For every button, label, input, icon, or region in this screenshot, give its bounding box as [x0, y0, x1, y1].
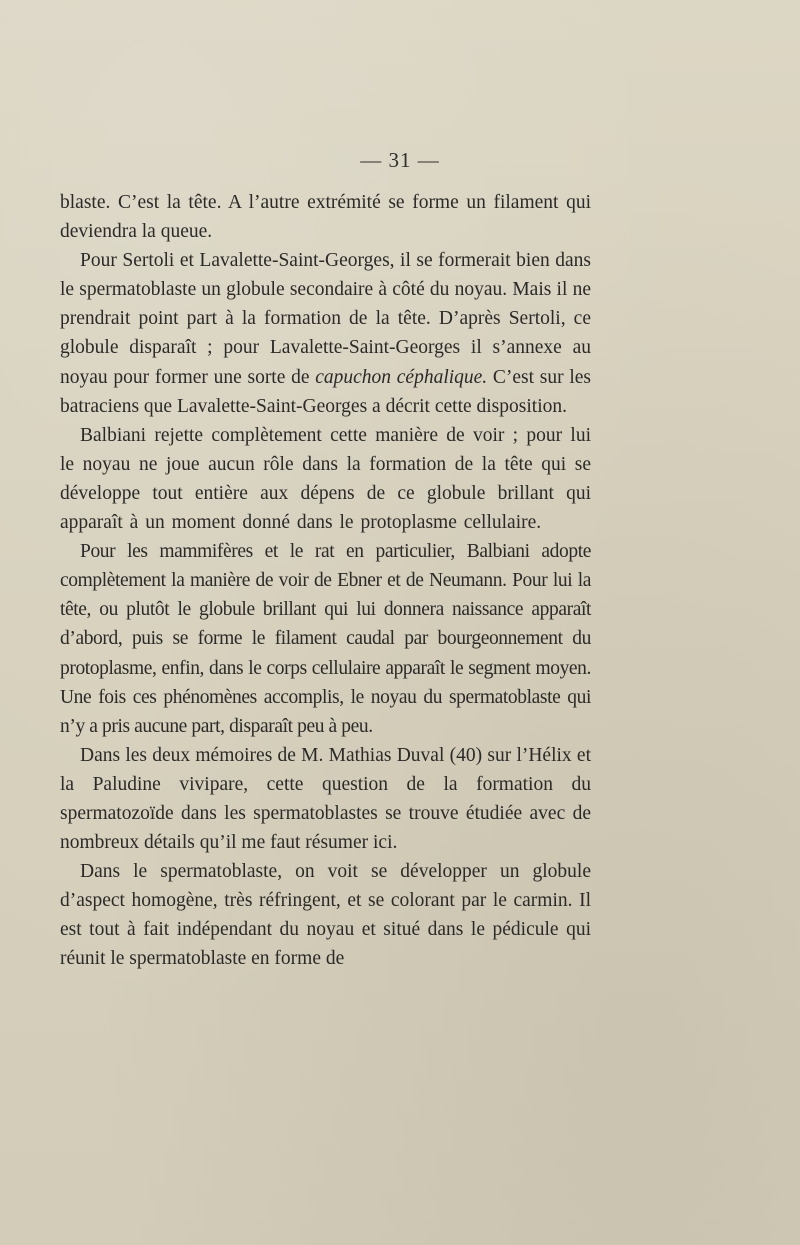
paragraph-duval: Dans les deux mémoires de M. Mathias Duval (40) sur l’Hélix et la Paludine vivipare, cette question de la formation du spermatozoïde dans les spermatoblastes se trouve étudiée avec de nombreux détails qu’il me faut résumer ici.	[60, 744, 591, 854]
page-number: — 31 —	[360, 148, 440, 172]
paragraph-mammiferes: Pour les mammifères et le rat en particulier, Balbiani adopte complètement la manière de voir de Ebner et de Neumann. Pour lui la tête, ou plutôt le globule brillant qui lui donnera naissance apparaît d’abord, puis se forme le filament caudal par bourgeonnement du protoplasme, enfin, dans le corps cellulaire apparaît le segment moyen. Une fois ces phénomènes accomplis, le noyau du spermatoblaste qui n’y a pris aucune part, disparaît peu à peu.	[60, 541, 591, 737]
paragraph-balbiani: Balbiani rejette complètement cette manière de voir ; pour lui le noyau ne joue aucun rôle dans la formation de la tête qui se développe tout entière aux dépens de ce globule brillant qui apparaît à un moment donné dans le protoplasme cellulaire.	[60, 424, 591, 534]
paragraph-continuation: blaste. C’est la tête. A l’autre extrémité se forme un filament qui deviendra la queue.	[60, 192, 591, 243]
paragraph-globule: Dans le spermatoblaste, on voit se développer un globule d’aspect homogène, très réfringent, et se colorant par le carmin. Il est tout à fait indépendant du noyau et situé dans le pédicule qui réunit le spermatoblaste en forme de	[60, 861, 591, 970]
body-text	[60, 188, 591, 974]
paragraph-sertoli-tail: C’est sur les batraciens que Lavalette-Saint-Georges a décrit cette disposition.	[60, 366, 591, 417]
italic-term: capuchon céphalique.	[315, 366, 488, 388]
paragraph-sertoli	[60, 246, 591, 421]
paragraph-sertoli-text: Pour Sertoli et Lavalette-Saint-Georges, il se formerait bien dans le spermatoblaste un globule secondaire à côté du noyau. Mais il ne prendrait point part à la formation de la tête. D’après Sertoli, ce globule disparaît ; pour Lavalette-Saint-Georges il s’annexe au noyau pour former une sorte de	[60, 250, 591, 388]
